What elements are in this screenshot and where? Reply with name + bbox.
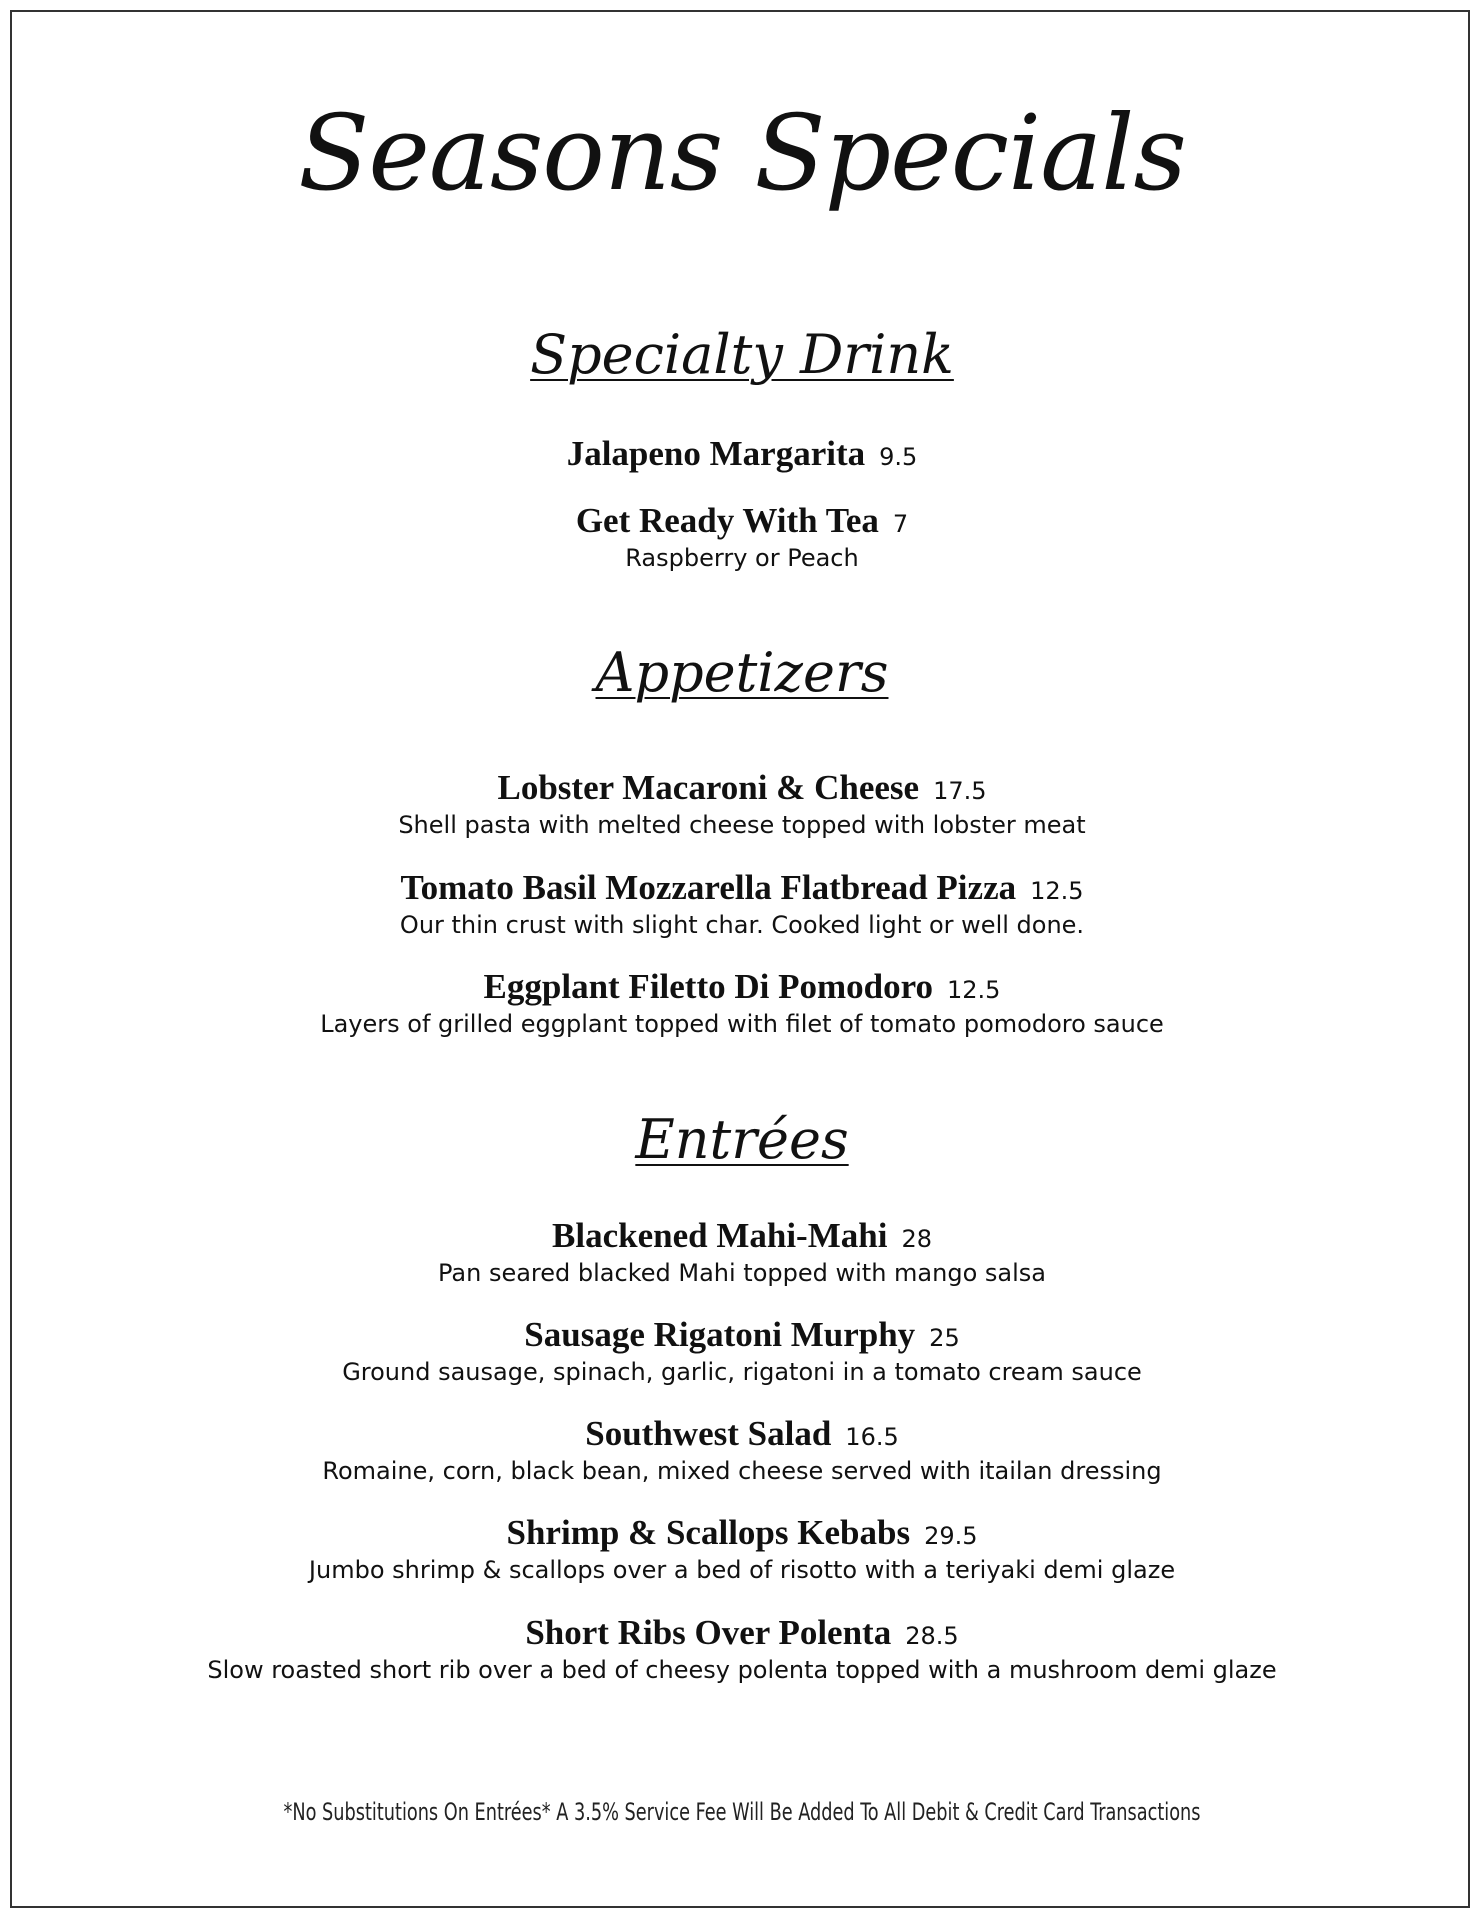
menu-item-southwest-salad — [0, 1414, 1484, 1488]
menu-item-flatbread-pizza — [0, 868, 1484, 942]
item-description: Pan seared blacked Mahi topped with mango salsa — [438, 1259, 1046, 1287]
item-description: Our thin crust with slight char. Cooked light or well done. — [399, 911, 1085, 939]
item-description: Layers of grilled eggplant topped with filet of tomato pomodoro sauce — [320, 1010, 1164, 1038]
section-heading-specialty-drink: Specialty Drink — [530, 323, 954, 386]
menu-item-shrimp-scallops-kebabs — [0, 1513, 1484, 1587]
item-name: Get Ready With Tea — [575, 501, 879, 540]
section-heading-entrees: Entrées — [635, 1108, 849, 1171]
item-price: 12.5 — [947, 976, 1001, 1004]
menu-item-sausage-rigatoni — [0, 1315, 1484, 1389]
item-name: Sausage Rigatoni Murphy — [524, 1315, 916, 1354]
item-name: Short Ribs Over Polenta — [525, 1613, 892, 1652]
item-description: Ground sausage, spinach, garlic, rigatoni in a tomato cream sauce — [342, 1358, 1142, 1386]
item-price: 9.5 — [879, 443, 918, 471]
section-heading-appetizers: Appetizers — [595, 641, 889, 704]
item-description: Jumbo shrimp & scallops over a bed of risotto with a teriyaki demi glaze — [308, 1556, 1176, 1584]
item-name: Jalapeno Margarita — [566, 434, 866, 473]
item-name: Tomato Basil Mozzarella Flatbread Pizza — [400, 868, 1017, 907]
item-description: Romaine, corn, black bean, mixed cheese served with itailan dressing — [322, 1457, 1162, 1485]
menu-item-eggplant-filetto — [0, 967, 1484, 1041]
item-price: 12.5 — [1030, 877, 1084, 905]
item-name: Shrimp & Scallops Kebabs — [506, 1513, 911, 1552]
item-description: Raspberry or Peach — [625, 544, 859, 572]
item-price: 7 — [892, 510, 909, 538]
item-price: 29.5 — [924, 1522, 978, 1550]
item-name: Blackened Mahi-Mahi — [552, 1216, 888, 1255]
menu-item-get-ready-with-tea — [0, 501, 1484, 575]
item-name: Eggplant Filetto Di Pomodoro — [483, 967, 934, 1006]
item-description: Slow roasted short rib over a bed of cheesy polenta topped with a mushroom demi glaze — [207, 1656, 1277, 1684]
page-title: Seasons Specials — [298, 92, 1186, 214]
item-name: Lobster Macaroni & Cheese — [497, 768, 920, 807]
item-price: 25 — [929, 1324, 960, 1352]
menu-item-jalapeno-margarita — [0, 434, 1484, 474]
item-price: 17.5 — [933, 777, 987, 805]
menu-item-blackened-mahi-mahi — [0, 1216, 1484, 1290]
menu-item-short-ribs — [0, 1613, 1484, 1687]
item-price: 28.5 — [905, 1622, 959, 1650]
item-description: Shell pasta with melted cheese topped with lobster meat — [398, 811, 1086, 839]
menu-item-lobster-macaroni — [0, 768, 1484, 842]
item-name: Southwest Salad — [585, 1414, 832, 1453]
item-price: 16.5 — [845, 1423, 899, 1451]
footer-note: *No Substitutions On Entrées* A 3.5% Service Fee Will Be Added To All Debit & Credit Card Transactions — [283, 1798, 1201, 1826]
item-price: 28 — [901, 1225, 932, 1253]
